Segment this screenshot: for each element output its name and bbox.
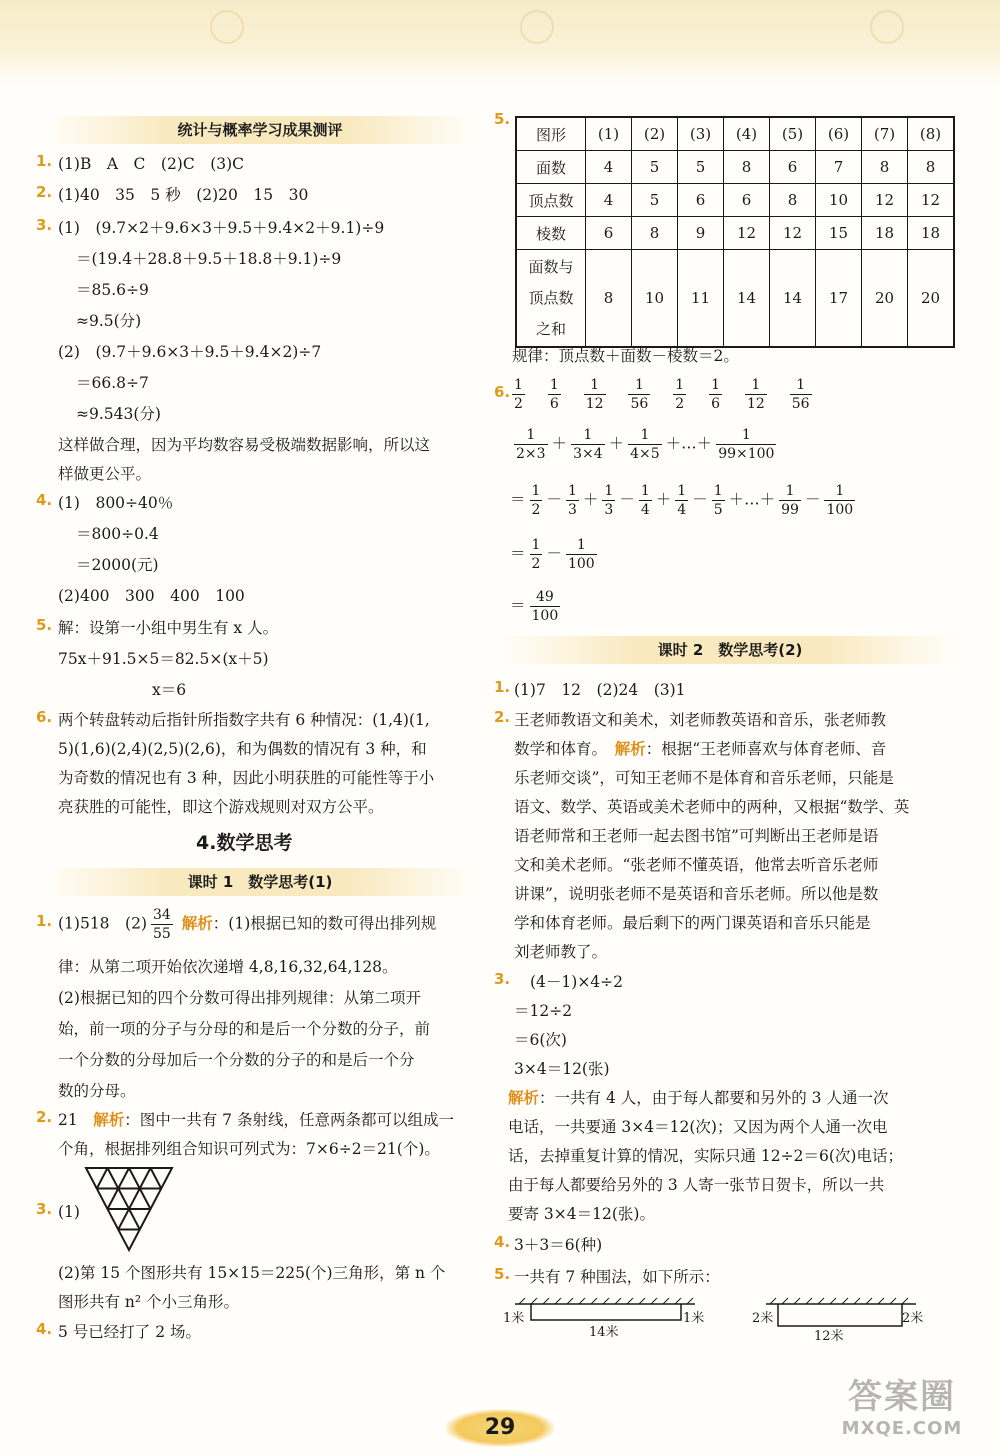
answer-line: 始，前一项的分子与分母的和是后一个分数的分子，前 bbox=[58, 1020, 431, 1038]
question-number: 1. bbox=[494, 678, 511, 696]
table-cell: 8 bbox=[770, 184, 816, 217]
answer-label: (1) bbox=[58, 1203, 80, 1221]
answer-line: 一个分数的分母加后一个分数的分子的和是后一个分 bbox=[58, 1051, 415, 1069]
fraction: $\frac{1}{3\times 4}$ bbox=[573, 427, 603, 462]
fraction: $\frac{1}{56}$ bbox=[630, 377, 649, 412]
analysis-label: 解析 bbox=[181, 914, 213, 933]
table-cell: (2) bbox=[632, 117, 678, 151]
answer-line: ＝66.8÷7 bbox=[76, 374, 149, 392]
page-number: 29 bbox=[445, 1409, 555, 1447]
table-cell: 12 bbox=[862, 184, 908, 217]
rule-line: 规律：顶点数＋面数－棱数＝2。 bbox=[512, 347, 739, 365]
answer-line: 要寄 3×4＝12(张)。 bbox=[508, 1205, 655, 1223]
fence-figure-1 bbox=[505, 1296, 705, 1346]
question-number: 4. bbox=[36, 1320, 53, 1338]
fraction: $\frac{1}{3}$ bbox=[604, 483, 614, 518]
fraction-row bbox=[508, 376, 816, 413]
table-cell: 面数与 顶点数 之和 bbox=[516, 250, 586, 348]
fraction: $\frac{34}{55}$ bbox=[153, 907, 171, 942]
answer-line: 讲课”，说明张老师不是英语和音乐老师。所以他是数 bbox=[514, 885, 879, 903]
answer-line: 解析：一共有 4 人，由于每人都要和另外的 3 人通一次 bbox=[508, 1089, 889, 1107]
answer-line: 一共有 7 种围法，如下所示： bbox=[514, 1268, 720, 1286]
fence-figure-2 bbox=[752, 1296, 930, 1346]
question-number: 2. bbox=[494, 708, 511, 726]
decor-circle bbox=[870, 10, 904, 44]
answer-line: 律：从第二项开始依次递增 4,8,16,32,64,128。 bbox=[58, 958, 398, 976]
answer-line: (1)40 35 5 秒 (2)20 15 30 bbox=[58, 186, 309, 204]
table-cell: 4 bbox=[586, 184, 632, 217]
question-number: 4. bbox=[494, 1233, 511, 1251]
answer-line: 文和美术老师。“张老师不懂英语，他常去听音乐老师 bbox=[514, 856, 879, 874]
answer-line: 乐老师交谈”，可知王老师不是体育和音乐老师，只能是 bbox=[514, 769, 894, 787]
fence-label-left: 1米 bbox=[503, 1311, 525, 1326]
answer-line: 数学和体育。 解析：根据“王老师喜欢与体育老师、音 bbox=[514, 740, 887, 758]
answer-line: 个角，根据排列组合知识可列式为：7×6÷2＝21(个)。 bbox=[58, 1140, 440, 1158]
watermark bbox=[822, 1377, 982, 1449]
fraction: $\frac{1}{3}$ bbox=[567, 483, 577, 518]
question-number: 2. bbox=[36, 183, 53, 201]
table-cell: 9 bbox=[678, 217, 724, 250]
answer-line: (1)B A C (2)C (3)C bbox=[58, 155, 245, 173]
table-cell: (7) bbox=[862, 117, 908, 151]
question-number: 6. bbox=[494, 383, 511, 401]
table-cell: 15 bbox=[816, 217, 862, 250]
table-cell: (6) bbox=[816, 117, 862, 151]
table-cell: 12 bbox=[908, 184, 955, 217]
fraction-row: ＝ $\frac{1}{2}$ － $\frac{1}{100}$ bbox=[510, 537, 595, 572]
table-cell: 5 bbox=[632, 184, 678, 217]
answer-line: 王老师教语文和美术，刘老师教英语和音乐，张老师教 bbox=[514, 711, 887, 729]
table-cell: 8 bbox=[724, 151, 770, 184]
table-cell: 8 bbox=[908, 151, 955, 184]
answer-line: 5 号已经打了 2 场。 bbox=[58, 1323, 202, 1341]
fence-label-right: 1米 bbox=[683, 1311, 705, 1326]
table-cell: 8 bbox=[586, 250, 632, 348]
answer-line: (2)第 15 个图形共有 15×15＝225(个)三角形，第 n 个 bbox=[58, 1264, 446, 1282]
answer-line: ＝2000(元) bbox=[76, 556, 159, 574]
answer-line: ＝12÷2 bbox=[514, 1002, 573, 1020]
answer-line: 电话，一共要通 3×4＝12(次)；又因为两个人通一次电 bbox=[508, 1118, 888, 1136]
table-cell: (3) bbox=[678, 117, 724, 151]
answer-line: (1) 800÷40％ bbox=[58, 494, 174, 512]
fraction: $\frac{1}{6}$ bbox=[549, 377, 559, 412]
table-cell: 6 bbox=[770, 151, 816, 184]
answer-line: (2) (9.7＋9.6×3＋9.5＋9.4×2)÷7 bbox=[58, 343, 322, 361]
answer-line: 3×4＝12(张) bbox=[514, 1060, 610, 1078]
table-cell: 12 bbox=[724, 217, 770, 250]
fraction-row: ＝ $\frac{1}{2}$ － $\frac{1}{3}$ ＋ $\frac{1}{3}$ － $\frac{1}{4}$ ＋ $\frac{1}{4}$ － $\frac{1}{5}$ ＋…＋ $\frac{1}{99}$ － $\frac{1}{100}$ bbox=[510, 483, 854, 518]
question-number: 5. bbox=[494, 1265, 511, 1283]
table-cell: 14 bbox=[724, 250, 770, 348]
fence-label-bottom: 14米 bbox=[589, 1325, 619, 1340]
fraction: $\frac{1}{100}$ bbox=[826, 483, 854, 518]
fraction: $\frac{1}{2}$ bbox=[675, 377, 685, 412]
answer-line: ≈9.5(分) bbox=[76, 312, 142, 330]
answer-line: (1) (9.7×2＋9.6×3＋9.5＋9.4×2＋9.1)÷9 bbox=[58, 219, 385, 237]
fraction: $\frac{1}{5}$ bbox=[713, 483, 723, 518]
table-cell: 6 bbox=[678, 184, 724, 217]
fraction: $\frac{1}{100}$ bbox=[567, 537, 595, 572]
fraction: $\frac{1}{56}$ bbox=[791, 377, 810, 412]
fence-label-left: 2米 bbox=[752, 1311, 774, 1326]
answer-line: 刘老师教了。 bbox=[514, 943, 608, 961]
question-number: 3. bbox=[494, 970, 511, 988]
table-cell: 20 bbox=[908, 250, 955, 348]
answer-line: (2)根据已知的四个分数可得出排列规律：从第二项开 bbox=[58, 989, 421, 1007]
table-cell: 10 bbox=[632, 250, 678, 348]
answer-line: (1)518 (2) $\frac{34}{55}$ 解析：(1)根据已知的数可得出排列规 bbox=[58, 907, 437, 942]
table-cell: 图形 bbox=[516, 117, 586, 151]
answer-line: 亮获胜的可能性，即这个游戏规则对双方公平。 bbox=[58, 798, 384, 816]
table-cell: 10 bbox=[816, 184, 862, 217]
fence-label-bottom: 12米 bbox=[814, 1329, 844, 1344]
fraction: $\frac{1}{2}$ bbox=[531, 483, 541, 518]
answer-line: 5)(1,6)(2,4)(2,5)(2,6)，和为偶数的情况有 3 种，和 bbox=[58, 740, 427, 758]
table-cell: (8) bbox=[908, 117, 955, 151]
table-cell: 20 bbox=[862, 250, 908, 348]
question-number: 4. bbox=[36, 491, 53, 509]
chapter-title: 4.数学思考 bbox=[196, 832, 293, 854]
question-number: 3. bbox=[36, 216, 53, 234]
question-number: 3. bbox=[36, 1200, 53, 1218]
fraction: $\frac{1}{2}$ bbox=[514, 377, 523, 412]
table-cell: 18 bbox=[862, 217, 908, 250]
answer-line: (4－1)×4÷2 bbox=[530, 973, 624, 991]
answer-line: x＝6 bbox=[152, 681, 187, 699]
answer-line: 图形共有 n² 个小三角形。 bbox=[58, 1293, 240, 1311]
triangle-figure bbox=[84, 1166, 174, 1252]
table-cell: 11 bbox=[678, 250, 724, 348]
answer-line: ＝(19.4＋28.8＋9.5＋18.8＋9.1)÷9 bbox=[76, 250, 342, 268]
answer-line: ＝6(次) bbox=[514, 1031, 567, 1049]
watermark-site: MXQE.COM bbox=[841, 1418, 963, 1439]
answer-line: 为奇数的情况也有 3 种，因此小明获胜的可能性等于小 bbox=[58, 769, 435, 787]
table-cell: 18 bbox=[908, 217, 955, 250]
question-number: 2. bbox=[36, 1108, 53, 1126]
question-number: 5. bbox=[494, 110, 511, 128]
table-cell: 7 bbox=[816, 151, 862, 184]
fraction: $\frac{1}{99\times 100}$ bbox=[718, 427, 775, 462]
table-cell: (5) bbox=[770, 117, 816, 151]
answer-line: ＝800÷0.4 bbox=[76, 525, 159, 543]
answer-line: 两个转盘转动后指针所指数字共有 6 种情况：(1,4)(1, bbox=[58, 711, 430, 729]
table-row bbox=[516, 184, 954, 217]
answer-line: 学和体育老师。最后剩下的两门课英语和音乐只能是 bbox=[514, 914, 871, 932]
question-number: 6. bbox=[36, 708, 53, 726]
answer-line: 75x＋91.5×5＝82.5×(x＋5) bbox=[58, 650, 269, 668]
answer-line: 样做更公平。 bbox=[58, 465, 152, 483]
fraction: $\frac{1}{12}$ bbox=[585, 377, 604, 412]
table-cell: 面数 bbox=[516, 151, 586, 184]
fraction: $\frac{1}{2}$ bbox=[531, 537, 541, 572]
table-cell: 4 bbox=[586, 151, 632, 184]
fraction: $\frac{1}{6}$ bbox=[711, 377, 721, 412]
fraction: $\frac{1}{4}$ bbox=[677, 483, 687, 518]
fraction: $\frac{1}{99}$ bbox=[781, 483, 799, 518]
question-number: 5. bbox=[36, 616, 53, 634]
analysis-label: 解析 bbox=[93, 1111, 125, 1129]
answer-line: ＝85.6÷9 bbox=[76, 281, 149, 299]
fraction: $\frac{1}{2\times 3}$ bbox=[516, 427, 546, 462]
table-cell: 5 bbox=[632, 151, 678, 184]
question-number: 1. bbox=[36, 912, 53, 930]
answer-line: 语文、数学、英语或美术老师中的两种，又根据“数学、英 bbox=[514, 798, 910, 816]
question-number: 1. bbox=[36, 152, 53, 170]
table-cell: 6 bbox=[724, 184, 770, 217]
table-cell: 6 bbox=[586, 217, 632, 250]
table-cell: 12 bbox=[770, 217, 816, 250]
polyhedron-table bbox=[515, 116, 955, 348]
answer-line: 话，去掉重复计算的情况，实际只通 12÷2＝6(次)电话； bbox=[508, 1147, 903, 1165]
fraction: $\frac{1}{4}$ bbox=[640, 483, 650, 518]
watermark-title: 答案圈 bbox=[848, 1377, 956, 1417]
table-cell: 17 bbox=[816, 250, 862, 348]
table-cell: 顶点数 bbox=[516, 184, 586, 217]
fraction-row: $\frac{1}{2\times 3}$ ＋ $\frac{1}{3\times 4}$ ＋ $\frac{1}{4\times 5}$ ＋…＋ $\frac{1}{99\times 100}$ bbox=[516, 427, 775, 462]
table-cell: (4) bbox=[724, 117, 770, 151]
table-row bbox=[516, 217, 954, 250]
answer-line: (1)7 12 (2)24 (3)1 bbox=[514, 681, 686, 699]
table-cell: 棱数 bbox=[516, 217, 586, 250]
table-cell: 8 bbox=[862, 151, 908, 184]
decor-circle bbox=[210, 10, 244, 44]
fraction: $\frac{49}{100}$ bbox=[531, 589, 559, 624]
fence-label-right: 2米 bbox=[902, 1311, 924, 1326]
table-header-row bbox=[516, 117, 954, 151]
table-cell: 5 bbox=[678, 151, 724, 184]
answer-line: 数的分母。 bbox=[58, 1082, 136, 1100]
analysis-label: 解析 bbox=[508, 1089, 540, 1107]
answer-line: 这样做合理，因为平均数容易受极端数据影响，所以这 bbox=[58, 436, 431, 454]
table-cell: 8 bbox=[632, 217, 678, 250]
fraction: $\frac{1}{12}$ bbox=[746, 377, 765, 412]
table-row bbox=[516, 151, 954, 184]
answer-line: (2)400 300 400 100 bbox=[58, 587, 245, 605]
table-cell: (1) bbox=[586, 117, 632, 151]
decor-circle bbox=[520, 10, 554, 44]
analysis-label: 解析 bbox=[614, 740, 646, 758]
answer-line: 解：设第一小组中男生有 x 人。 bbox=[58, 619, 279, 637]
answer-line: 语老师常和王老师一起去图书馆”可判断出王老师是语 bbox=[514, 827, 879, 845]
section-title: 统计与概率学习成果测评 bbox=[40, 116, 480, 144]
table-row bbox=[516, 250, 954, 348]
answer-line: 21 解析：图中一共有 7 条射线，任意两条都可以组成一 bbox=[58, 1111, 454, 1129]
answer-line: 3＋3＝6(种) bbox=[514, 1236, 603, 1254]
fraction: $\frac{1}{4\times 5}$ bbox=[630, 427, 660, 462]
lesson-title: 课时 2 数学思考(2) bbox=[500, 636, 960, 664]
answer-line: ≈9.543(分) bbox=[76, 405, 161, 423]
answer-line: 由于每人都要给另外的 3 人寄一张节日贺卡，所以一共 bbox=[508, 1176, 885, 1194]
lesson-title: 课时 1 数学思考(1) bbox=[40, 868, 480, 896]
table-cell: 14 bbox=[770, 250, 816, 348]
header-band bbox=[0, 0, 1000, 85]
fraction-row: ＝ $\frac{49}{100}$ bbox=[510, 589, 559, 624]
